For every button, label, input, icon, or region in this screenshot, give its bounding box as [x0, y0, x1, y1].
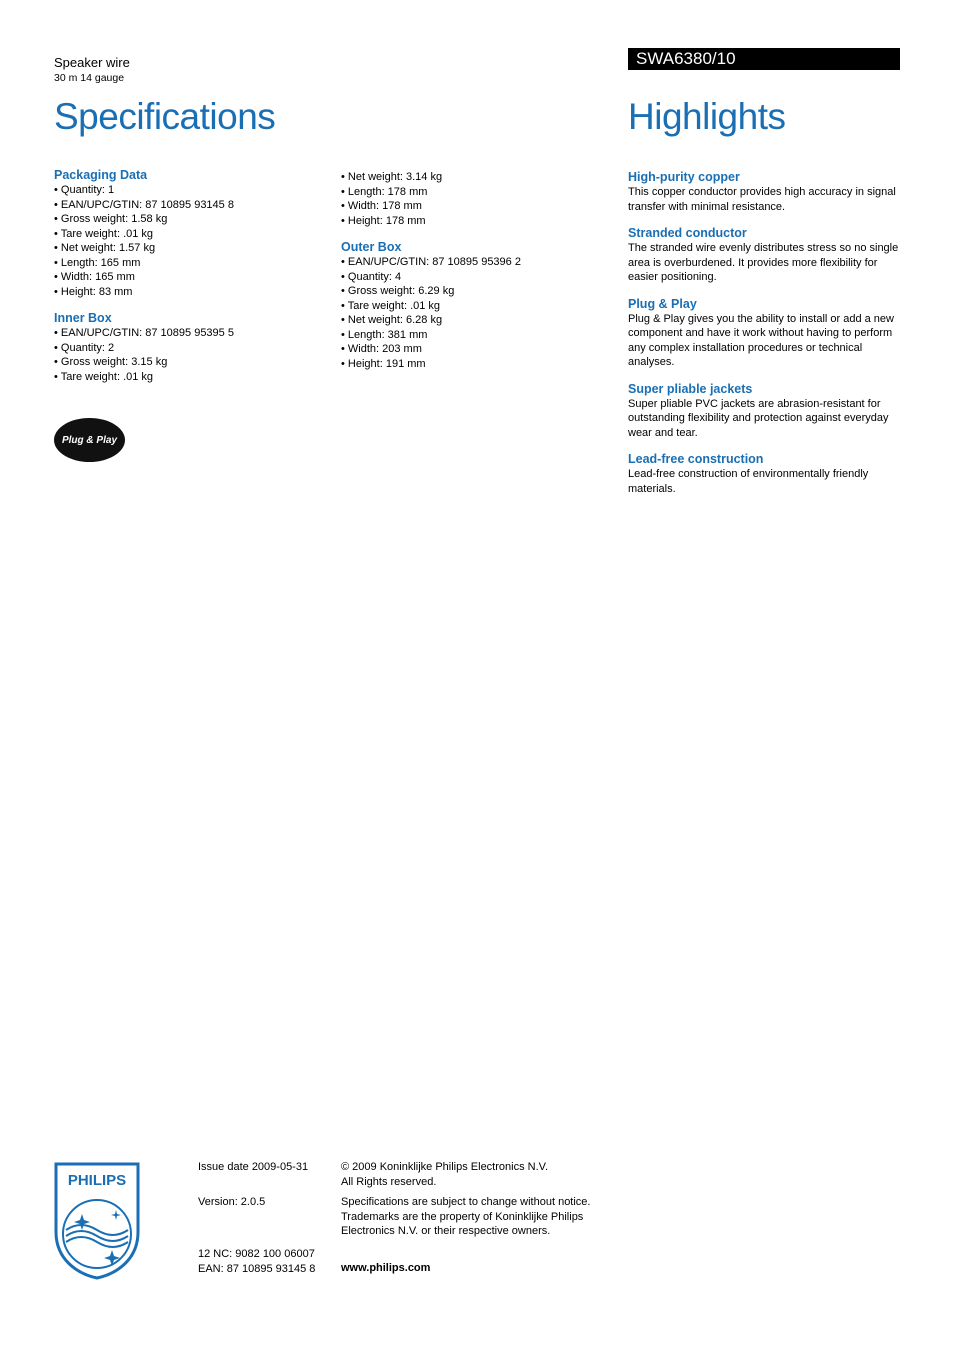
specs-column-1 — [54, 168, 324, 384]
inner-box-heading: Inner Box — [54, 311, 112, 325]
highlight-text: The stranded wire evenly distributes stress so no single area is overburdened. It provides more flexibility for easier positioning. — [628, 242, 899, 283]
inner-box-list-continued — [341, 170, 611, 228]
list-item: • Net weight: 1.57 kg — [54, 241, 324, 256]
outer-box-heading: Outer Box — [341, 240, 402, 254]
version: Version: 2.0.5 — [198, 1196, 266, 1208]
highlight-text: Super pliable PVC jackets are abrasion-resistant for outstanding flexibility and protection against everyday wear and tear. — [628, 397, 889, 439]
specifications-title: Specifications — [54, 96, 276, 137]
list-item: • Length: 165 mm — [54, 256, 324, 271]
list-item: • Quantity: 4 — [341, 270, 611, 285]
highlight-title: Plug & Play — [628, 296, 697, 311]
list-item: • Gross weight: 1.58 kg — [54, 212, 324, 227]
ean-code: EAN: 87 10895 93145 8 — [198, 1262, 316, 1275]
highlight-text: Lead-free construction of environmentally friendly materials. — [628, 468, 869, 495]
packaging-data-list — [54, 183, 324, 299]
copyright-line: All Rights reserved. — [341, 1175, 437, 1188]
packaging-data-heading: Packaging Data — [54, 168, 148, 182]
list-item: • Tare weight: .01 kg — [341, 299, 611, 314]
product-subtitle: 30 m 14 gauge — [54, 72, 125, 84]
list-item: • Height: 178 mm — [341, 214, 611, 229]
list-item: • Height: 191 mm — [341, 357, 611, 372]
list-item: • Tare weight: .01 kg — [54, 370, 324, 385]
list-item: • Width: 203 mm — [341, 342, 611, 357]
notice — [341, 1195, 601, 1239]
issue-date: Issue date 2009-05-31 — [198, 1161, 309, 1173]
outer-box-list — [341, 255, 611, 371]
notice-line: Electronics N.V. or their respective owners. — [341, 1225, 551, 1237]
product-name: Speaker wire — [54, 55, 130, 70]
list-item: • EAN/UPC/GTIN: 87 10895 95396 2 — [341, 255, 611, 270]
codes — [198, 1247, 315, 1276]
highlight-title: Super pliable jackets — [628, 381, 753, 396]
notice-line: Specifications are subject to change without notice. — [341, 1196, 591, 1208]
list-item: • EAN/UPC/GTIN: 87 10895 93145 8 — [54, 198, 324, 213]
highlights-title: Highlights — [628, 96, 786, 137]
model-number-bar: SWA6380/10 — [628, 48, 900, 70]
copyright — [341, 1160, 601, 1189]
list-item: • Gross weight: 6.29 kg — [341, 284, 611, 299]
plug-and-play-badge: Plug & Play — [54, 418, 125, 462]
list-item: • Height: 83 mm — [54, 285, 324, 300]
highlight-title: Stranded conductor — [628, 226, 747, 240]
list-item: • Width: 178 mm — [341, 199, 611, 214]
notice-line: Trademarks are the property of Koninklijke Philips — [341, 1210, 584, 1223]
highlight-title: High-purity copper — [628, 170, 740, 184]
website-link[interactable]: www.philips.com — [341, 1262, 431, 1274]
highlight-title: Lead-free construction — [628, 452, 764, 466]
inner-box-list — [54, 326, 324, 384]
list-item: • Quantity: 2 — [54, 341, 324, 356]
copyright-line: © 2009 Koninklijke Philips Electronics N.V. — [341, 1161, 549, 1173]
list-item: • Length: 178 mm — [341, 185, 611, 200]
highlights-column — [628, 170, 900, 496]
list-item: • Tare weight: .01 kg — [54, 227, 324, 242]
list-item: • Quantity: 1 — [54, 183, 324, 198]
highlight-text: This copper conductor provides high accuracy in signal transfer with minimal resistance. — [628, 186, 896, 213]
specs-column-2 — [341, 170, 611, 371]
list-item: • Net weight: 3.14 kg — [341, 170, 611, 185]
list-item: • Net weight: 6.28 kg — [341, 313, 611, 328]
list-item: • EAN/UPC/GTIN: 87 10895 95395 5 — [54, 326, 324, 341]
philips-logo-text: PHILIPS — [67, 1172, 127, 1189]
list-item: • Length: 381 mm — [341, 328, 611, 343]
philips-shield-logo — [54, 1162, 140, 1280]
list-item: • Gross weight: 3.15 kg — [54, 355, 324, 370]
list-item: • Width: 165 mm — [54, 270, 324, 285]
nc-code: 12 NC: 9082 100 06007 — [198, 1248, 315, 1260]
highlight-text: Plug & Play gives you the ability to install or add a new component and have it work without having to perform any complex installation procedures or technical analyses. — [628, 312, 894, 368]
